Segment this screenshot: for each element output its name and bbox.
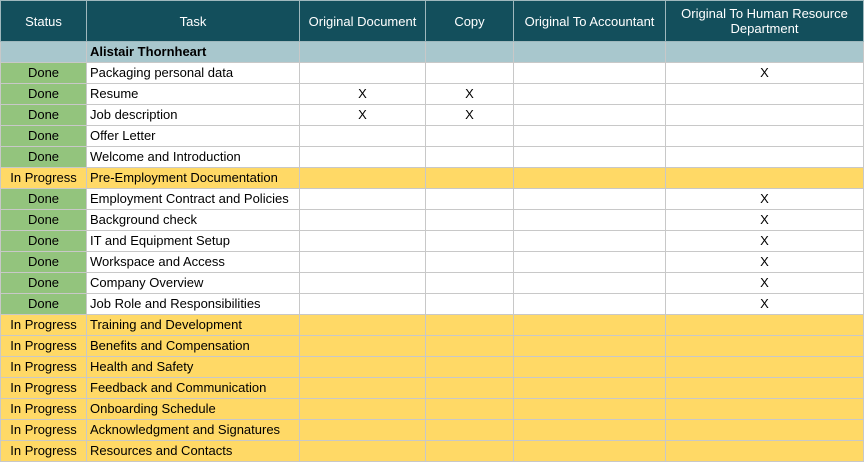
task-cell[interactable]: Resume <box>87 84 300 105</box>
original-to-hr-cell[interactable] <box>666 378 864 399</box>
original-to-hr-cell[interactable] <box>666 105 864 126</box>
status-cell[interactable]: Done <box>1 273 87 294</box>
copy-cell[interactable] <box>426 357 514 378</box>
original-to-accountant-cell[interactable] <box>514 105 666 126</box>
table-row <box>1 189 864 210</box>
header-original-to-hr[interactable]: Original To Human Resource Department <box>666 1 864 42</box>
original-document-cell[interactable] <box>300 294 426 315</box>
table-row <box>1 399 864 420</box>
original-to-accountant-cell[interactable] <box>514 294 666 315</box>
group-cell[interactable] <box>514 42 666 63</box>
status-cell[interactable]: In Progress <box>1 441 87 462</box>
original-to-accountant-cell[interactable] <box>514 147 666 168</box>
header-original-document[interactable]: Original Document <box>300 1 426 42</box>
copy-cell[interactable] <box>426 399 514 420</box>
table-row <box>1 231 864 252</box>
table-row <box>1 210 864 231</box>
table-row <box>1 294 864 315</box>
task-cell[interactable]: Feedback and Communication <box>87 378 300 399</box>
header-status[interactable]: Status <box>1 1 87 42</box>
status-cell[interactable]: In Progress <box>1 420 87 441</box>
task-cell[interactable]: Offer Letter <box>87 126 300 147</box>
original-to-hr-cell[interactable]: X <box>666 294 864 315</box>
original-document-cell[interactable]: X <box>300 84 426 105</box>
original-document-cell[interactable] <box>300 63 426 84</box>
status-cell[interactable]: In Progress <box>1 399 87 420</box>
original-to-hr-cell[interactable]: X <box>666 210 864 231</box>
table-row <box>1 315 864 336</box>
original-to-accountant-cell[interactable] <box>514 336 666 357</box>
table-row <box>1 273 864 294</box>
copy-cell[interactable] <box>426 273 514 294</box>
original-to-hr-cell[interactable] <box>666 147 864 168</box>
task-cell[interactable]: Resources and Contacts <box>87 441 300 462</box>
task-cell[interactable]: Onboarding Schedule <box>87 399 300 420</box>
copy-cell[interactable] <box>426 210 514 231</box>
original-to-accountant-cell[interactable] <box>514 63 666 84</box>
table-row <box>1 168 864 189</box>
group-status-cell[interactable] <box>1 42 87 63</box>
original-document-cell[interactable] <box>300 147 426 168</box>
table-row <box>1 420 864 441</box>
status-cell[interactable]: Done <box>1 294 87 315</box>
group-name[interactable]: Alistair Thornheart <box>87 42 300 63</box>
copy-cell[interactable]: X <box>426 84 514 105</box>
group-row <box>1 42 864 63</box>
header-original-to-accountant[interactable]: Original To Accountant <box>514 1 666 42</box>
table-row <box>1 84 864 105</box>
status-cell[interactable]: In Progress <box>1 357 87 378</box>
status-cell[interactable]: Done <box>1 63 87 84</box>
table-row <box>1 378 864 399</box>
original-to-accountant-cell[interactable] <box>514 273 666 294</box>
status-cell[interactable]: Done <box>1 126 87 147</box>
copy-cell[interactable] <box>426 336 514 357</box>
task-cell[interactable]: Welcome and Introduction <box>87 147 300 168</box>
status-cell[interactable]: Done <box>1 84 87 105</box>
original-document-cell[interactable] <box>300 315 426 336</box>
original-document-cell[interactable] <box>300 357 426 378</box>
header-copy[interactable]: Copy <box>426 1 514 42</box>
status-cell[interactable]: Done <box>1 105 87 126</box>
table-row <box>1 105 864 126</box>
original-to-hr-cell[interactable] <box>666 399 864 420</box>
original-to-hr-cell[interactable] <box>666 168 864 189</box>
copy-cell[interactable]: X <box>426 105 514 126</box>
original-document-cell[interactable] <box>300 378 426 399</box>
original-document-cell[interactable] <box>300 252 426 273</box>
original-to-accountant-cell[interactable] <box>514 231 666 252</box>
task-cell[interactable]: Packaging personal data <box>87 63 300 84</box>
original-document-cell[interactable] <box>300 336 426 357</box>
original-document-cell[interactable] <box>300 210 426 231</box>
header-row <box>1 1 864 42</box>
original-document-cell[interactable] <box>300 168 426 189</box>
original-to-accountant-cell[interactable] <box>514 84 666 105</box>
original-document-cell[interactable] <box>300 273 426 294</box>
original-document-cell[interactable]: X <box>300 105 426 126</box>
original-to-accountant-cell[interactable] <box>514 441 666 462</box>
original-to-hr-cell[interactable]: X <box>666 231 864 252</box>
copy-cell[interactable] <box>426 168 514 189</box>
group-cell[interactable] <box>666 42 864 63</box>
original-document-cell[interactable] <box>300 189 426 210</box>
header-task[interactable]: Task <box>87 1 300 42</box>
table-row <box>1 336 864 357</box>
table-row <box>1 357 864 378</box>
original-document-cell[interactable] <box>300 126 426 147</box>
copy-cell[interactable] <box>426 420 514 441</box>
original-to-hr-cell[interactable] <box>666 84 864 105</box>
status-cell[interactable]: Done <box>1 252 87 273</box>
task-cell[interactable]: Company Overview <box>87 273 300 294</box>
original-to-accountant-cell[interactable] <box>514 399 666 420</box>
status-cell[interactable]: Done <box>1 189 87 210</box>
status-cell[interactable]: Done <box>1 231 87 252</box>
table-row <box>1 147 864 168</box>
original-to-accountant-cell[interactable] <box>514 168 666 189</box>
copy-cell[interactable] <box>426 378 514 399</box>
status-cell[interactable]: In Progress <box>1 315 87 336</box>
original-to-hr-cell[interactable] <box>666 420 864 441</box>
copy-cell[interactable] <box>426 252 514 273</box>
group-cell[interactable] <box>300 42 426 63</box>
copy-cell[interactable] <box>426 315 514 336</box>
status-cell[interactable]: Done <box>1 147 87 168</box>
task-cell[interactable]: Job Role and Responsibilities <box>87 294 300 315</box>
task-cell[interactable]: Employment Contract and Policies <box>87 189 300 210</box>
table-row <box>1 252 864 273</box>
task-cell[interactable]: Training and Development <box>87 315 300 336</box>
copy-cell[interactable] <box>426 441 514 462</box>
original-to-hr-cell[interactable] <box>666 315 864 336</box>
status-cell[interactable]: Done <box>1 210 87 231</box>
original-document-cell[interactable] <box>300 441 426 462</box>
copy-cell[interactable] <box>426 63 514 84</box>
task-cell[interactable]: Health and Safety <box>87 357 300 378</box>
original-to-hr-cell[interactable]: X <box>666 63 864 84</box>
original-to-accountant-cell[interactable] <box>514 357 666 378</box>
original-to-hr-cell[interactable]: X <box>666 273 864 294</box>
task-cell[interactable]: Job description <box>87 105 300 126</box>
original-to-accountant-cell[interactable] <box>514 252 666 273</box>
table-row <box>1 126 864 147</box>
original-document-cell[interactable] <box>300 399 426 420</box>
task-cell[interactable]: Benefits and Compensation <box>87 336 300 357</box>
original-to-hr-cell[interactable] <box>666 357 864 378</box>
original-to-hr-cell[interactable] <box>666 441 864 462</box>
original-to-accountant-cell[interactable] <box>514 315 666 336</box>
copy-cell[interactable] <box>426 231 514 252</box>
original-to-accountant-cell[interactable] <box>514 420 666 441</box>
status-cell[interactable]: In Progress <box>1 378 87 399</box>
copy-cell[interactable] <box>426 294 514 315</box>
copy-cell[interactable] <box>426 147 514 168</box>
original-to-accountant-cell[interactable] <box>514 378 666 399</box>
original-to-hr-cell[interactable]: X <box>666 189 864 210</box>
original-to-accountant-cell[interactable] <box>514 126 666 147</box>
task-cell[interactable]: IT and Equipment Setup <box>87 231 300 252</box>
original-to-hr-cell[interactable] <box>666 126 864 147</box>
copy-cell[interactable] <box>426 189 514 210</box>
group-cell[interactable] <box>426 42 514 63</box>
table-row <box>1 63 864 84</box>
copy-cell[interactable] <box>426 126 514 147</box>
status-cell[interactable]: In Progress <box>1 336 87 357</box>
original-to-hr-cell[interactable] <box>666 336 864 357</box>
original-to-accountant-cell[interactable] <box>514 189 666 210</box>
original-to-hr-cell[interactable]: X <box>666 252 864 273</box>
task-cell[interactable]: Workspace and Access <box>87 252 300 273</box>
task-cell[interactable]: Background check <box>87 210 300 231</box>
table-row <box>1 441 864 462</box>
task-cell[interactable]: Acknowledgment and Signatures <box>87 420 300 441</box>
status-cell[interactable]: In Progress <box>1 168 87 189</box>
original-document-cell[interactable] <box>300 231 426 252</box>
original-to-accountant-cell[interactable] <box>514 210 666 231</box>
task-cell[interactable]: Pre-Employment Documentation <box>87 168 300 189</box>
original-document-cell[interactable] <box>300 420 426 441</box>
